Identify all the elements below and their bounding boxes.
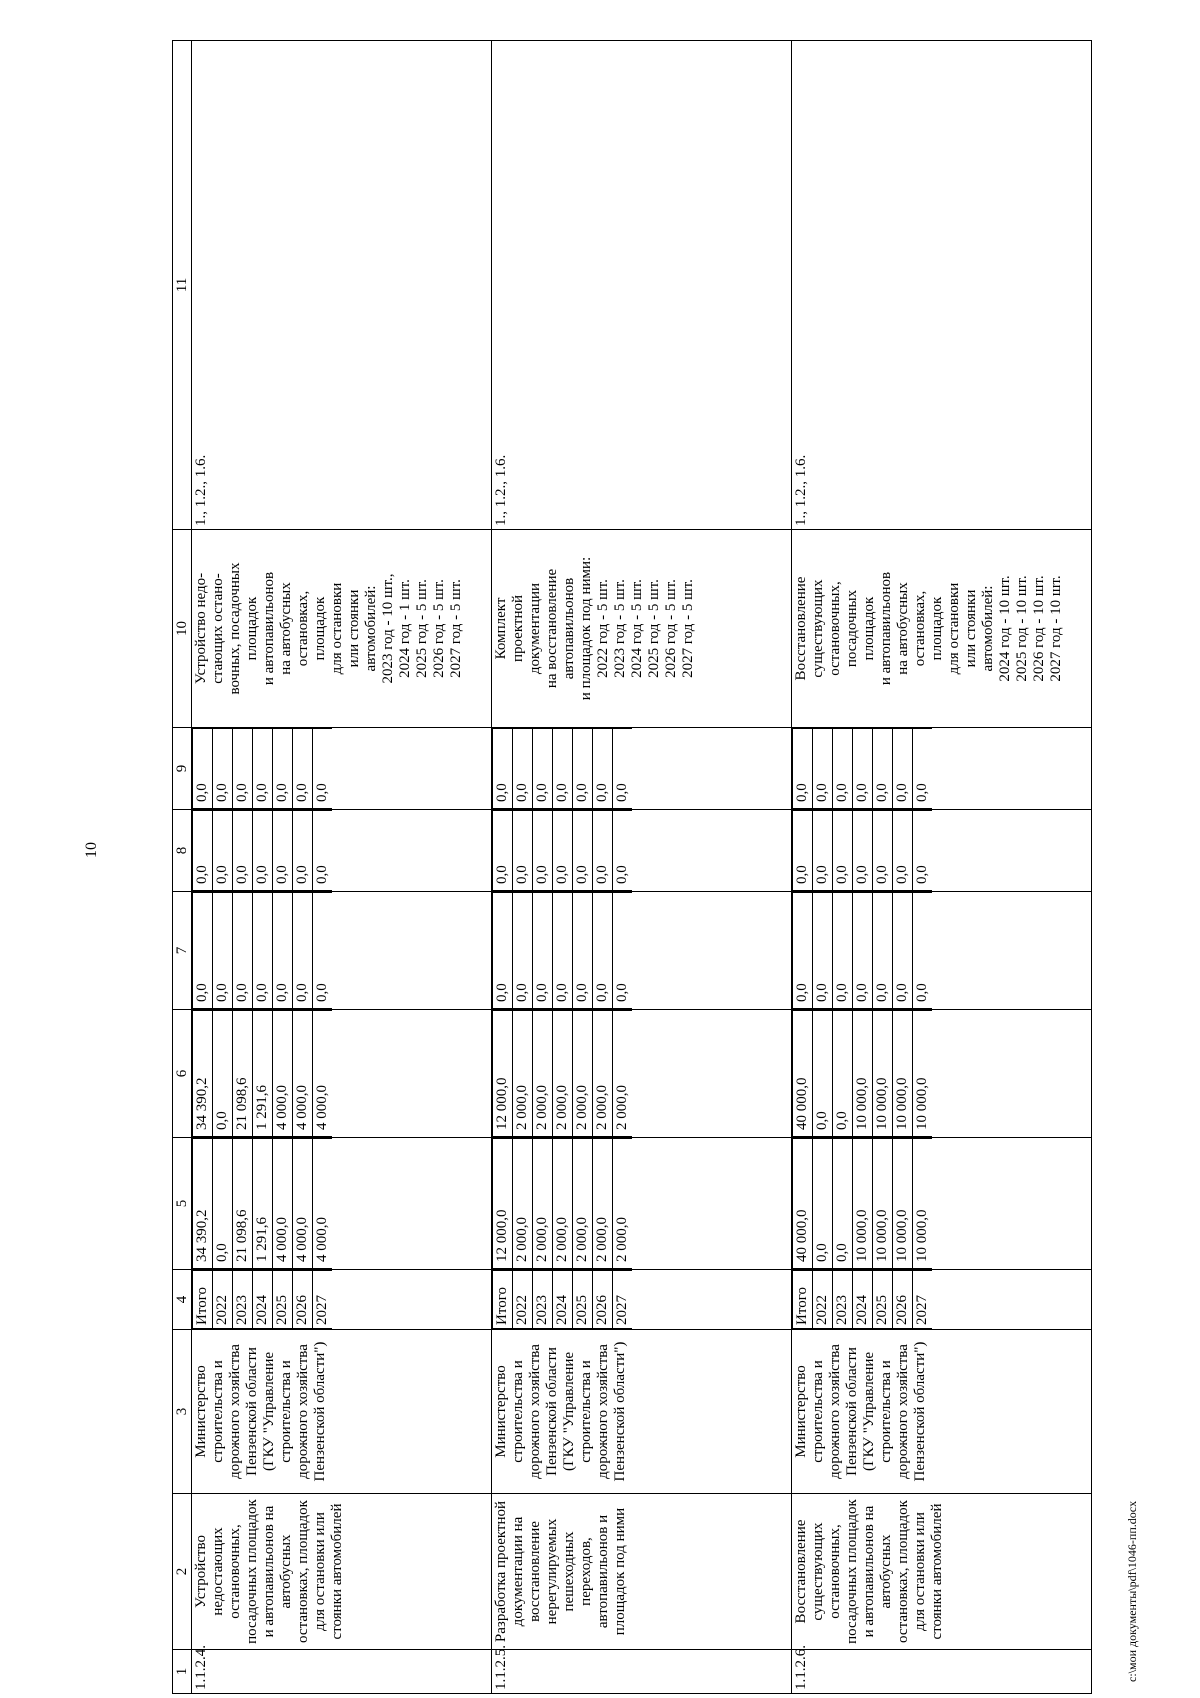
total-funding-cell	[792, 1138, 1092, 1270]
result-line: проектной	[510, 594, 526, 663]
footer-file-path: c:\мои документы\pdf\1046-пп.docx	[1125, 1500, 1139, 1682]
federal-budget-value: 0,0	[193, 893, 213, 1009]
year-value: Итого	[493, 1271, 513, 1329]
federal-budget-cell	[792, 892, 1092, 1010]
result-line: на восстановление	[544, 568, 560, 689]
local-budget-cell	[792, 810, 1092, 892]
column-number-8: 8	[173, 810, 192, 892]
year-cell	[792, 1270, 1092, 1330]
total-funding-value: 2 000,0	[533, 1139, 553, 1269]
indicator-links: 1., 1.2., 1.6.	[192, 41, 492, 530]
total-funding-value: 34 390,2	[193, 1139, 213, 1269]
total-funding-value: 4 000,0	[313, 1139, 333, 1269]
result-line: вочных, посадочных	[227, 562, 243, 695]
federal-budget-value: 0,0	[893, 893, 913, 1009]
year-value: Итого	[193, 1271, 213, 1329]
table-row	[792, 41, 1092, 1694]
total-funding-value: 0,0	[213, 1139, 233, 1269]
federal-budget-value: 0,0	[833, 893, 853, 1009]
extrabudgetary-value: 0,0	[533, 729, 553, 809]
total-funding-value: 4 000,0	[293, 1139, 313, 1269]
regional-budget-value: 10 000,0	[873, 1011, 893, 1137]
total-funding-value: 10 000,0	[893, 1139, 913, 1269]
year-value: 2027	[613, 1271, 633, 1329]
table-row	[492, 41, 792, 1694]
regional-budget-value: 0,0	[813, 1011, 833, 1137]
regional-budget-value: 2 000,0	[513, 1011, 533, 1137]
item-number: 1.1.2.6.	[792, 1650, 1092, 1694]
extrabudgetary-value: 0,0	[313, 729, 333, 809]
column-number-11: 11	[173, 41, 192, 530]
total-funding-value: 10 000,0	[873, 1139, 893, 1269]
header-row	[173, 41, 192, 1694]
regional-budget-value: 2 000,0	[613, 1011, 633, 1137]
extrabudgetary-value: 0,0	[253, 729, 273, 809]
measure-name: Разработка проектной документации на восстановление нерегулируемых пешеходных переходов, автопавильонов и площадок под ними	[492, 1494, 792, 1650]
extrabudgetary-value: 0,0	[913, 729, 933, 809]
federal-budget-value: 0,0	[293, 893, 313, 1009]
year-value: 2026	[293, 1271, 313, 1329]
result-line: остановках,	[295, 590, 311, 667]
year-value: 2026	[893, 1271, 913, 1329]
result-line: 2026 год - 5 шт.	[663, 579, 679, 678]
federal-budget-value: 0,0	[493, 893, 513, 1009]
result-line: 2022 год - 5 шт.	[595, 579, 611, 678]
extrabudgetary-value: 0,0	[493, 729, 513, 809]
total-funding-value: 40 000,0	[793, 1139, 813, 1269]
expected-result	[492, 530, 792, 728]
extrabudgetary-value: 0,0	[833, 729, 853, 809]
result-line: 2027 год - 5 шт.	[448, 579, 464, 678]
result-line: 2027 год - 5 шт.	[680, 579, 696, 678]
year-value: 2025	[573, 1271, 593, 1329]
local-budget-value: 0,0	[513, 811, 533, 891]
federal-budget-value: 0,0	[553, 893, 573, 1009]
total-funding-value: 2 000,0	[513, 1139, 533, 1269]
result-line: 2026 год - 10 шт.	[1031, 575, 1047, 682]
result-line: на автобусных	[895, 582, 911, 675]
column-number-4: 4	[173, 1270, 192, 1330]
federal-budget-value: 0,0	[813, 893, 833, 1009]
federal-budget-cell	[192, 892, 492, 1010]
extrabudgetary-value: 0,0	[593, 729, 613, 809]
result-line: 2025 год - 5 шт.	[414, 579, 430, 678]
federal-budget-value: 0,0	[253, 893, 273, 1009]
result-line: площадок	[929, 596, 945, 661]
extrabudgetary-value: 0,0	[193, 729, 213, 809]
total-funding-value: 12 000,0	[493, 1139, 513, 1269]
total-funding-value: 2 000,0	[613, 1139, 633, 1269]
regional-budget-value: 4 000,0	[273, 1011, 293, 1137]
result-line: и автопавильонов	[261, 571, 277, 686]
indicator-links: 1., 1.2., 1.6.	[792, 41, 1092, 530]
result-line: автопавильонов	[561, 577, 577, 680]
federal-budget-value: 0,0	[593, 893, 613, 1009]
local-budget-value: 0,0	[253, 811, 273, 891]
federal-budget-value: 0,0	[313, 893, 333, 1009]
local-budget-value: 0,0	[893, 811, 913, 891]
local-budget-value: 0,0	[293, 811, 313, 891]
year-value: 2027	[913, 1271, 933, 1329]
result-line: автомобилей:	[980, 585, 996, 672]
year-value: 2023	[233, 1271, 253, 1329]
column-number-1: 1	[173, 1650, 192, 1694]
regional-budget-value: 21 098,6	[233, 1011, 253, 1137]
column-number-10: 10	[173, 530, 192, 728]
result-line: документации	[527, 582, 543, 675]
year-cell	[492, 1270, 792, 1330]
regional-budget-value: 2 000,0	[553, 1011, 573, 1137]
federal-budget-value: 0,0	[853, 893, 873, 1009]
local-budget-value: 0,0	[853, 811, 873, 891]
year-value: 2024	[853, 1271, 873, 1329]
local-budget-value: 0,0	[553, 811, 573, 891]
result-line: остановочных,	[827, 581, 843, 676]
year-value: 2027	[313, 1271, 333, 1329]
result-line: для остановки	[329, 582, 345, 675]
result-line: 2026 год - 5 шт.	[431, 579, 447, 678]
extrabudgetary-value: 0,0	[853, 729, 873, 809]
local-budget-value: 0,0	[273, 811, 293, 891]
expected-result	[192, 530, 492, 728]
regional-budget-value: 4 000,0	[293, 1011, 313, 1137]
column-number-6: 6	[173, 1010, 192, 1138]
result-line: автомобилей:	[363, 585, 379, 672]
federal-budget-value: 0,0	[873, 893, 893, 1009]
year-value: 2023	[533, 1271, 553, 1329]
year-value: 2023	[833, 1271, 853, 1329]
local-budget-value: 0,0	[313, 811, 333, 891]
regional-budget-value: 2 000,0	[593, 1011, 613, 1137]
year-value: 2025	[273, 1271, 293, 1329]
extrabudgetary-value: 0,0	[893, 729, 913, 809]
local-budget-value: 0,0	[593, 811, 613, 891]
federal-budget-value: 0,0	[533, 893, 553, 1009]
extrabudgetary-value: 0,0	[873, 729, 893, 809]
total-funding-value: 2 000,0	[573, 1139, 593, 1269]
column-number-7: 7	[173, 892, 192, 1010]
table-row	[192, 41, 492, 1694]
regional-budget-cell	[192, 1010, 492, 1138]
year-value: 2022	[213, 1271, 233, 1329]
extrabudgetary-value: 0,0	[233, 729, 253, 809]
regional-budget-value: 40 000,0	[793, 1011, 813, 1137]
measure-name: Восстановление существующих остановочных, посадочных площадок и автопавильонов на автобусных остановках, площадок для остановки или стоянки автомобилей	[792, 1494, 1092, 1650]
total-funding-value: 2 000,0	[593, 1139, 613, 1269]
year-value: 2024	[253, 1271, 273, 1329]
item-number: 1.1.2.5.	[492, 1650, 792, 1694]
federal-budget-value: 0,0	[613, 893, 633, 1009]
year-value: 2022	[813, 1271, 833, 1329]
column-number-9: 9	[173, 728, 192, 810]
result-line: 2024 год - 5 шт.	[629, 579, 645, 678]
extrabudgetary-value: 0,0	[513, 729, 533, 809]
result-line: 2023 год - 10 шт.,	[380, 573, 396, 684]
result-line: на автобусных	[278, 582, 294, 675]
extrabudgetary-value: 0,0	[613, 729, 633, 809]
column-number-5: 5	[173, 1138, 192, 1270]
regional-budget-value: 10 000,0	[853, 1011, 873, 1137]
local-budget-value: 0,0	[193, 811, 213, 891]
federal-budget-value: 0,0	[573, 893, 593, 1009]
year-value: 2026	[593, 1271, 613, 1329]
indicator-links: 1., 1.2., 1.6.	[492, 41, 792, 530]
result-line: 2025 год - 10 шт.	[1014, 575, 1030, 682]
local-budget-value: 0,0	[573, 811, 593, 891]
executor: Министерство строительства и дорожного хозяйства Пензенской области (ГКУ "Управление строительства и дорожного хозяйства Пензенской области")	[492, 1330, 792, 1494]
executor: Министерство строительства и дорожного хозяйства Пензенской области (ГКУ "Управление строительства и дорожного хозяйства Пензенской области")	[192, 1330, 492, 1494]
result-line: или стоянки	[963, 589, 979, 668]
extrabudgetary-value: 0,0	[213, 729, 233, 809]
result-line: 2023 год - 5 шт.	[612, 579, 628, 678]
regional-budget-value: 0,0	[833, 1011, 853, 1137]
regional-budget-value: 10 000,0	[913, 1011, 933, 1137]
rotated-table-container	[172, 40, 1094, 1694]
year-value: 2024	[553, 1271, 573, 1329]
year-value: 2025	[873, 1271, 893, 1329]
result-line: и площадок под ними:	[578, 556, 594, 701]
regional-budget-value: 12 000,0	[493, 1011, 513, 1137]
total-funding-value: 10 000,0	[913, 1139, 933, 1269]
federal-budget-value: 0,0	[273, 893, 293, 1009]
local-budget-value: 0,0	[613, 811, 633, 891]
total-funding-cell	[192, 1138, 492, 1270]
local-budget-value: 0,0	[913, 811, 933, 891]
federal-budget-value: 0,0	[913, 893, 933, 1009]
total-funding-value: 0,0	[813, 1139, 833, 1269]
result-line: остановках,	[912, 590, 928, 667]
measure-name: Устройство недостающих остановочных, посадочных площадок и автопавильонов на автобусных остановках, площадок для остановки или стоянки автомобилей	[192, 1494, 492, 1650]
regional-budget-cell	[492, 1010, 792, 1138]
result-line: 2024 год - 1 шт.	[397, 579, 413, 678]
item-number: 1.1.2.4.	[192, 1650, 492, 1694]
extrabudgetary-cell	[492, 728, 792, 810]
result-line: 2027 год - 10 шт.	[1048, 575, 1064, 682]
expected-result	[792, 530, 1092, 728]
total-funding-value: 2 000,0	[553, 1139, 573, 1269]
result-line: существующих	[810, 579, 826, 678]
total-funding-value: 4 000,0	[273, 1139, 293, 1269]
federal-budget-value: 0,0	[513, 893, 533, 1009]
page-number: 10	[83, 842, 100, 858]
year-value: 2022	[513, 1271, 533, 1329]
result-line: Восстановление	[793, 576, 809, 681]
result-line: площадок	[312, 596, 328, 661]
total-funding-value: 21 098,6	[233, 1139, 253, 1269]
local-budget-value: 0,0	[873, 811, 893, 891]
local-budget-value: 0,0	[213, 811, 233, 891]
result-line: посадочных	[844, 589, 860, 668]
local-budget-value: 0,0	[493, 811, 513, 891]
program-table	[172, 40, 1092, 1694]
year-cell	[192, 1270, 492, 1330]
local-budget-cell	[492, 810, 792, 892]
federal-budget-cell	[492, 892, 792, 1010]
extrabudgetary-value: 0,0	[553, 729, 573, 809]
extrabudgetary-value: 0,0	[813, 729, 833, 809]
local-budget-cell	[192, 810, 492, 892]
regional-budget-cell	[792, 1010, 1092, 1138]
column-number-2: 2	[173, 1494, 192, 1650]
result-line: Комплект	[493, 597, 509, 660]
extrabudgetary-value: 0,0	[793, 729, 813, 809]
result-line: Устройство недо-	[193, 572, 209, 685]
regional-budget-value: 0,0	[213, 1011, 233, 1137]
local-budget-value: 0,0	[233, 811, 253, 891]
local-budget-value: 0,0	[813, 811, 833, 891]
local-budget-value: 0,0	[533, 811, 553, 891]
extrabudgetary-value: 0,0	[573, 729, 593, 809]
regional-budget-value: 4 000,0	[313, 1011, 333, 1137]
regional-budget-value: 34 390,2	[193, 1011, 213, 1137]
extrabudgetary-value: 0,0	[273, 729, 293, 809]
local-budget-value: 0,0	[833, 811, 853, 891]
executor: Министерство строительства и дорожного хозяйства Пензенской области (ГКУ "Управление строительства и дорожного хозяйства Пензенской области")	[792, 1330, 1092, 1494]
federal-budget-value: 0,0	[793, 893, 813, 1009]
regional-budget-value: 1 291,6	[253, 1011, 273, 1137]
total-funding-value: 10 000,0	[853, 1139, 873, 1269]
total-funding-value: 0,0	[833, 1139, 853, 1269]
result-line: 2025 год - 5 шт.	[646, 579, 662, 678]
document-sheet	[172, 40, 1094, 1698]
regional-budget-value: 2 000,0	[573, 1011, 593, 1137]
column-number-3: 3	[173, 1330, 192, 1494]
regional-budget-value: 2 000,0	[533, 1011, 553, 1137]
result-line: 2024 год - 10 шт.	[997, 575, 1013, 682]
extrabudgetary-cell	[792, 728, 1092, 810]
federal-budget-value: 0,0	[233, 893, 253, 1009]
federal-budget-value: 0,0	[213, 893, 233, 1009]
local-budget-value: 0,0	[793, 811, 813, 891]
total-funding-cell	[492, 1138, 792, 1270]
extrabudgetary-value: 0,0	[293, 729, 313, 809]
result-line: и автопавильонов	[878, 571, 894, 686]
regional-budget-value: 10 000,0	[893, 1011, 913, 1137]
result-line: стающих остано-	[210, 573, 226, 684]
extrabudgetary-cell	[192, 728, 492, 810]
total-funding-value: 1 291,6	[253, 1139, 273, 1269]
year-value: Итого	[793, 1271, 813, 1329]
result-line: площадок	[861, 596, 877, 661]
result-line: площадок	[244, 596, 260, 661]
result-line: или стоянки	[346, 589, 362, 668]
result-line: для остановки	[946, 582, 962, 675]
